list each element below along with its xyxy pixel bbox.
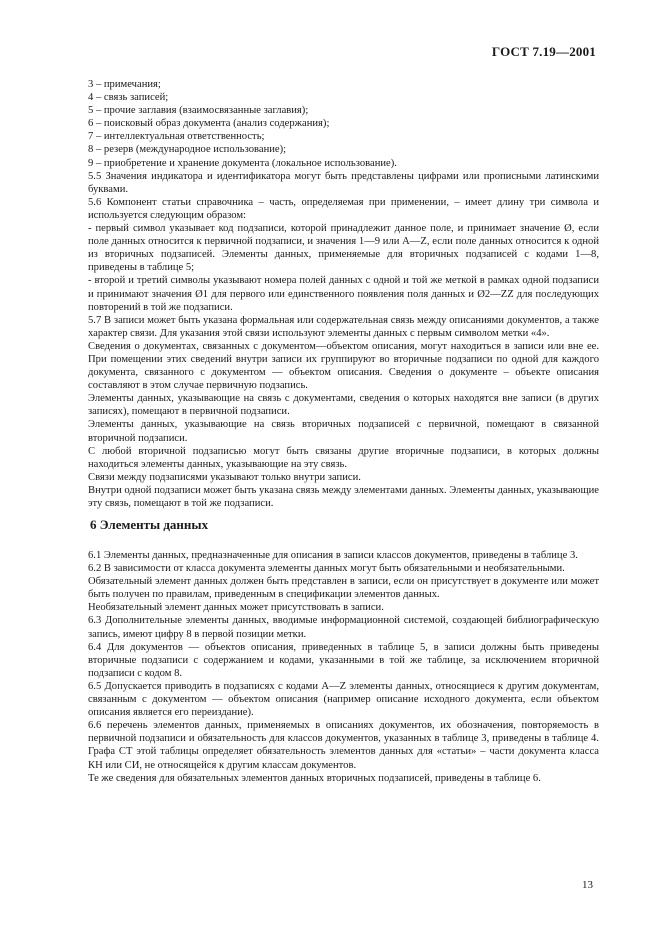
list-item: 7 – интеллектуальная ответственность; — [88, 131, 265, 143]
list-item: 4 – связь записей; — [88, 92, 169, 104]
paragraph: Элементы данных, указывающие на связь с документами, сведения о которых находятся вне записи (в других записях), помещают в первичной подзаписи. — [88, 393, 599, 418]
list-item: 6 – поисковый образ документа (анализ содержания); — [88, 118, 330, 130]
paragraph: Необязательный элемент данных может присутствовать в записи. — [88, 602, 384, 614]
paragraph: Элементы данных, указывающие на связь вторичных подзаписей с первичной, помещают в связанной вторичной подзаписи. — [88, 419, 599, 444]
body-text-upper — [88, 78, 599, 510]
paragraph: Обязательный элемент данных должен быть представлен в записи, если он присутствует в документе или может быть получен по правилам, приведенным в спецификации элементов данных. — [88, 576, 599, 601]
paragraph: 6.6 перечень элементов данных, применяемых в описаниях документов, их обозначения, повторяемость в первичной подзаписи и обязательность для классов документов, указанных в таблице 3, приведены в таблице 4. Графа СТ этой таблицы определяет обязательность элементов данных для «статьи» – части документа класса КН или СИ, не относящейся к другим классам документов. — [88, 720, 599, 771]
list-item: 9 – приобретение и хранение документа (локальное использование). — [88, 157, 397, 169]
paragraph: Те же сведения для обязательных элементов данных вторичных подзаписей, приведены в таблице 6. — [88, 772, 541, 784]
paragraph: 5.6 Компонент статьи справочника – часть, определяемая при применении, – имеет длину три символа и используется следующим образом: — [88, 196, 599, 221]
paragraph: 6.2 В зависимости от класса документа элементы данных могут быть обязательными и необязательными. — [88, 563, 565, 575]
list-item: 5 – прочие заглавия (взаимосвязанные заглавия); — [88, 105, 309, 117]
page-number: 13 — [582, 879, 593, 891]
paragraph: Внутри одной подзаписи может быть указана связь между элементами данных. Элементы данных, указывающие эту связь, помещают в той же подзаписи. — [88, 484, 599, 509]
body-text-lower — [88, 549, 599, 785]
paragraph: 6.5 Допускается приводить в подзаписях с кодами A—Z элементы данных, относящиеся к другим документам, связанным с документом — объектом описания (например описание исходного документа, если объектом описания является его переиздание). — [88, 680, 599, 719]
list-item: 8 – резерв (международное использование); — [88, 144, 287, 156]
field-code-list — [88, 78, 599, 170]
standard-identifier: ГОСТ 7.19—2001 — [491, 44, 596, 59]
paragraph: Сведения о документах, связанных с документом—объектом описания, могут находиться в записи или вне ее. При помещении этих сведений внутри записи их группируют во вторичные подзаписи по одной для каждого документа, связанного с документом — объектом описания. Сведения о документе – объекте описания составляют в этом случае первичную подзапись. — [88, 340, 599, 392]
paragraph: 6.3 Дополнительные элементы данных, вводимые информационной системой, создающей библиографическую запись, имеют цифру 8 в первой позиции метки. — [88, 615, 599, 640]
paragraph: 5.7 В записи может быть указана формальная или содержательная связь между описаниями документов, а также характер связи. Для указания этой связи используют элементы данных с первым символом метки «4». — [88, 314, 599, 339]
list-item: 3 – примечания; — [88, 79, 161, 90]
section-heading: 6 Элементы данных — [90, 517, 209, 532]
paragraph: 6.1 Элементы данных, предназначенные для описания в записи классов документов, приведены в таблице 3. — [88, 550, 578, 561]
paragraph: 5.5 Значения индикатора и идентификатора могут быть представлены цифрами или прописными латинскими буквами. — [88, 170, 599, 195]
paragraph: - первый символ указывает код подзаписи, которой принадлежит данное поле, и принимает значение Ø, если поле данных относится к первичной подзаписи, и значения 1—9 или A—Z, если поле данных относится к одной из вторичных подзаписей. Элементы данных, применяемые для вторичных подзаписей с кодами 1—8, приведены в таблице 5; — [88, 223, 599, 274]
paragraph: - второй и третий символы указывают номера полей данных с одной и той же меткой в рамках одной подзаписи и принимают значения Ø1 для первого или единственного появления поля данных и Ø2—ZZ для последующих повторений в той же подзаписи. — [88, 275, 599, 313]
paragraph: Связи между подзаписями указывают только внутри записи. — [88, 471, 361, 483]
paragraph: С любой вторичной подзаписью могут быть связаны другие вторичные подзаписи, в которых должны находиться элементы данных, указывающие на эту связь. — [88, 445, 599, 470]
paragraph: 6.4 Для документов — объектов описания, приведенных в таблице 5, в записи должны быть приведены вторичные подзаписи с содержанием и кодами, указанными в той же таблице, за исключением вторичной подзаписи с кодом 8. — [88, 641, 599, 679]
